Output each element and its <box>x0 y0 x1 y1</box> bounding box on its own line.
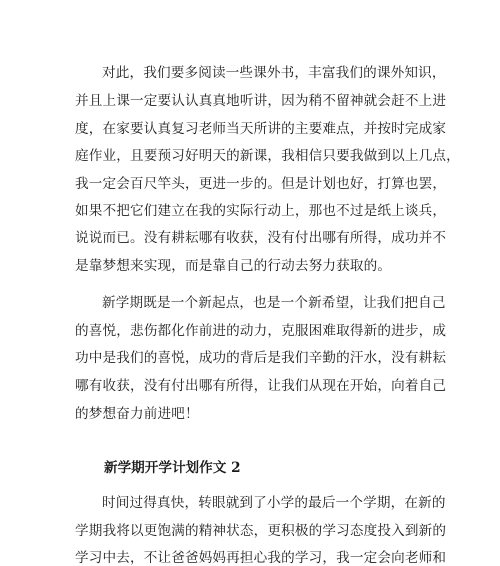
paragraph-line: 并且上课一定要认认真真地听讲，因为稍不留神就会赶不上进 <box>75 93 447 109</box>
paragraph-line: 功中是我们的喜悦，成功的背后是我们辛勤的汗水，没有耕耘 <box>75 350 447 366</box>
paragraph-line: 说说而已。没有耕耘哪有收获，没有付出哪有所得，成功并不 <box>75 230 447 246</box>
paragraph-line: 新学期既是一个新起点，也是一个新希望，让我们把自己 <box>102 295 446 311</box>
paragraph-line: 的喜悦，悲伤都化作前进的动力，克服困难取得新的进步，成 <box>75 323 447 339</box>
paragraph-line: 度，在家要认真复习老师当天所讲的主要难点，并按时完成家 <box>75 121 447 137</box>
paragraph-line: 时间过得真快，转眼就到了小学的最后一个学期，在新的 <box>102 495 446 511</box>
paragraph-line: 是靠梦想来实现，而是靠自己的行动去努力获取的。 <box>75 258 392 274</box>
paragraph-line: 哪有收获，没有付出哪有所得，让我们从现在开始，向着自己 <box>75 378 447 394</box>
paragraph-line: 的梦想奋力前进吧！ <box>75 406 199 422</box>
paragraph-line: 庭作业，且要预习好明天的新课，我相信只要我做到以上几点， <box>75 148 460 164</box>
paragraph-line: 我一定会百尺竿头，更进一步的。但是计划也好，打算也罢， <box>75 176 447 192</box>
paragraph-line: 学期我将以更饱满的精神状态，更积极的学习态度投入到新的 <box>75 523 447 539</box>
section-heading: 新学期开学计划作文 2 <box>104 460 241 476</box>
paragraph-line: 对此，我们要多阅读一些课外书，丰富我们的课外知识， <box>102 65 446 81</box>
paragraph-line: 学习中去，不让爸爸妈妈再担心我的学习，我一定会向老师和 <box>75 550 447 566</box>
paragraph-line: 如果不把它们建立在我的实际行动上，那也不过是纸上谈兵， <box>75 203 447 219</box>
